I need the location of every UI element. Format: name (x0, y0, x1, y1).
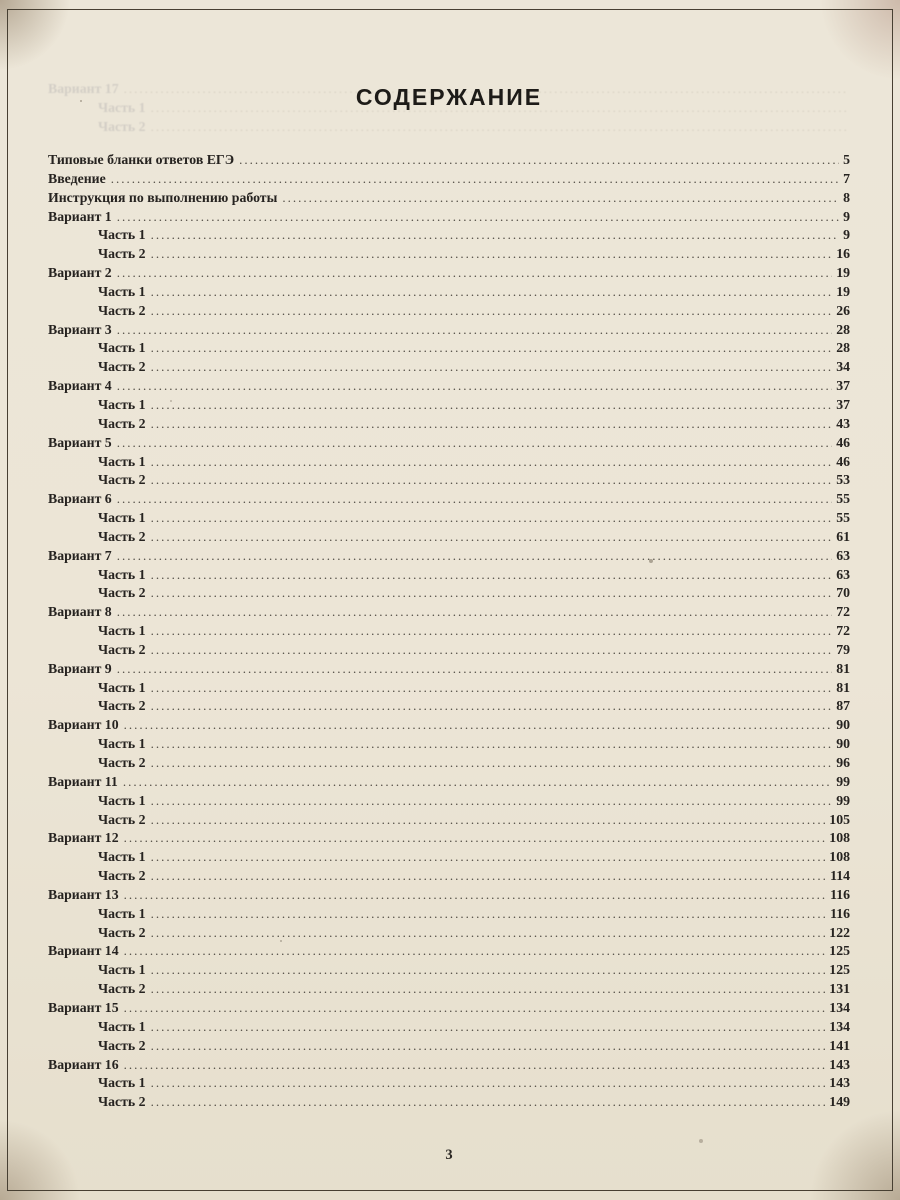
toc-entry-label: Вариант 11 (48, 773, 118, 789)
toc-entry-label: Часть 2 (98, 1037, 146, 1053)
dot-leader (111, 170, 839, 189)
toc-entry-page: 149 (829, 1094, 850, 1110)
dot-leader (151, 118, 846, 137)
dot-leader (124, 716, 833, 735)
toc-subentry (48, 1037, 850, 1056)
toc-entry (48, 942, 850, 961)
toc-entry-page: 34 (836, 359, 850, 375)
dot-leader (151, 566, 833, 585)
toc-entry-page: 53 (836, 472, 850, 488)
dot-leader (117, 547, 833, 566)
toc-entry-page: 122 (829, 924, 850, 940)
toc-entry-label: Часть 2 (98, 755, 146, 770)
dot-leader (117, 603, 833, 622)
toc-entry-label: Вариант 1 (48, 208, 112, 224)
toc-entry (48, 773, 850, 792)
toc-entry-page: 37 (836, 378, 850, 394)
toc-entry-label: Часть 2 (98, 924, 146, 940)
toc-entry-label: Вариант 12 (48, 830, 119, 846)
toc-entry-page: 143 (829, 1075, 850, 1091)
page-title: СОДЕРЖАНИЕ (355, 84, 543, 110)
dot-leader (151, 848, 826, 867)
toc-entry-label: Часть 1 (98, 1018, 146, 1034)
toc-entry (48, 377, 850, 396)
toc-entry-label: Вариант 16 (48, 1056, 119, 1072)
dot-leader (239, 151, 839, 170)
dot-leader (151, 509, 833, 528)
toc-entry-label: Часть 2 (98, 981, 146, 997)
dot-leader (151, 1018, 826, 1037)
toc-entry (48, 603, 850, 622)
toc-entry-label: Часть 1 (98, 792, 146, 808)
toc-entry-label: Часть 2 (98, 302, 146, 318)
toc-entry-label: Введение (48, 170, 106, 186)
toc-entry-page: 72 (836, 623, 850, 639)
toc-entry-page: 141 (829, 1037, 850, 1053)
toc-entry-page: 16 (836, 246, 850, 262)
dot-leader (151, 226, 840, 245)
dot-leader (151, 679, 833, 698)
dot-leader (151, 811, 826, 830)
toc-subentry (48, 811, 850, 830)
toc-entry-page: 87 (836, 698, 850, 714)
toc-entry (48, 829, 850, 848)
toc-entry-label: Часть 2 (98, 868, 146, 884)
toc-entry (48, 208, 850, 227)
toc-subentry (48, 453, 850, 472)
toc-entry-page: 61 (836, 528, 850, 544)
toc-entry-label: Часть 1 (98, 396, 146, 412)
toc-entry-page: 55 (836, 491, 850, 507)
toc-entry-page: 37 (836, 396, 850, 412)
toc-entry-page: 8 (843, 189, 850, 205)
toc-entry (48, 189, 850, 208)
toc-list (48, 151, 850, 1112)
toc-entry-label: Часть 2 (98, 118, 146, 134)
toc-entry-label: Часть 1 (98, 566, 146, 582)
toc-entry-label: Вариант 8 (48, 604, 112, 620)
toc-entry-label: Часть 2 (98, 1094, 146, 1110)
toc-entry (48, 321, 850, 340)
dot-leader (124, 999, 826, 1018)
dot-leader (151, 415, 833, 434)
toc-entry-page: 46 (836, 453, 850, 469)
toc-entry (48, 999, 850, 1018)
toc-entry-label: Часть 1 (98, 510, 146, 526)
toc-entry-label: Часть 1 (98, 453, 146, 469)
dot-leader (124, 942, 826, 961)
toc-entry-label: Часть 2 (98, 472, 146, 488)
toc-entry-label: Вариант 14 (48, 943, 119, 959)
toc-entry-label: Вариант 2 (48, 265, 112, 281)
toc-entry-page: 116 (830, 886, 850, 902)
toc-entry-label: Вариант 10 (48, 717, 119, 733)
toc-entry-page: 134 (829, 999, 850, 1015)
dot-leader (151, 980, 826, 999)
toc-subentry (48, 961, 850, 980)
toc-entry-page: 19 (836, 283, 850, 299)
toc-subentry (48, 867, 850, 886)
toc-entry-label: Часть 1 (98, 736, 146, 752)
toc-subentry (48, 245, 850, 264)
toc-entry-page: 43 (836, 415, 850, 431)
dot-leader (282, 189, 839, 208)
toc-entry-page: 116 (830, 905, 850, 921)
dot-leader (117, 377, 833, 396)
toc-subentry (48, 226, 850, 245)
bleedthrough-subentry (48, 118, 850, 137)
dot-leader (151, 961, 826, 980)
toc-entry-label: Часть 2 (98, 246, 146, 262)
dot-leader (117, 434, 833, 453)
toc-subentry (48, 735, 850, 754)
dot-leader (151, 622, 833, 641)
toc-entry-label: Часть 2 (98, 528, 146, 544)
toc-entry-page: 72 (836, 604, 850, 620)
toc-subentry (48, 302, 850, 321)
toc-subentry (48, 1093, 850, 1112)
toc-entry-label: Часть 1 (98, 99, 146, 115)
dot-leader (151, 1074, 826, 1093)
dot-leader (117, 264, 833, 283)
dot-leader (151, 905, 826, 924)
toc-subentry (48, 848, 850, 867)
toc-entry-page: 26 (836, 302, 850, 318)
toc-entry-page: 99 (836, 773, 850, 789)
toc-entry-label: Часть 1 (98, 962, 146, 978)
toc-entry-page: 79 (836, 641, 850, 657)
toc-entry-label: Вариант 15 (48, 999, 119, 1015)
toc-entry-page: 63 (836, 566, 850, 582)
toc-entry-page: 108 (829, 830, 850, 846)
toc-entry-page: 55 (836, 510, 850, 526)
dot-leader (151, 339, 833, 358)
dot-leader (151, 792, 833, 811)
toc-subentry (48, 697, 850, 716)
toc-subentry (48, 905, 850, 924)
toc-entry-label: Вариант 17 (48, 81, 119, 96)
dot-leader (117, 490, 833, 509)
toc-subentry (48, 754, 850, 773)
dot-leader (151, 453, 833, 472)
toc-entry-label: Типовые бланки ответов ЕГЭ (48, 152, 235, 167)
toc-entry-page: 143 (829, 1056, 850, 1072)
toc-entry-label: Вариант 9 (48, 660, 112, 676)
dot-leader (151, 245, 833, 264)
toc-subentry (48, 339, 850, 358)
toc-entry-page: 46 (836, 434, 850, 450)
toc-entry-page: 96 (836, 755, 850, 770)
toc-entry-label: Часть 2 (98, 359, 146, 375)
toc-entry-label: Часть 1 (98, 623, 146, 639)
dot-leader (117, 321, 833, 340)
toc-entry-page: 7 (843, 170, 850, 186)
dot-leader (151, 396, 833, 415)
dot-leader (151, 358, 833, 377)
toc-entry-page: 9 (843, 208, 850, 224)
toc-entry-label: Часть 2 (98, 698, 146, 714)
toc-entry-label: Часть 1 (98, 340, 146, 356)
dot-leader (151, 283, 833, 302)
toc-entry-label: Вариант 5 (48, 434, 112, 450)
page-content (48, 0, 850, 1200)
toc-entry-label: Часть 2 (98, 585, 146, 601)
toc-subentry (48, 509, 850, 528)
toc-entry-page: 105 (829, 811, 850, 827)
toc-subentry (48, 1074, 850, 1093)
toc-entry-label: Вариант 7 (48, 547, 112, 563)
toc-entry (48, 490, 850, 509)
toc-entry-page: 28 (836, 340, 850, 356)
dot-leader (151, 471, 833, 490)
dot-leader (151, 302, 833, 321)
toc-entry-page: 63 (836, 547, 850, 563)
toc-subentry (48, 641, 850, 660)
toc-subentry (48, 528, 850, 547)
toc-subentry (48, 924, 850, 943)
toc-subentry (48, 792, 850, 811)
toc-entry-page: 125 (829, 962, 850, 978)
toc-entry (48, 1056, 850, 1075)
toc-subentry (48, 471, 850, 490)
toc-entry-page: 114 (830, 868, 850, 884)
toc-subentry (48, 980, 850, 999)
dot-leader (151, 754, 833, 773)
toc-entry-label: Часть 1 (98, 283, 146, 299)
toc-subentry (48, 358, 850, 377)
toc-entry-label: Инструкция по выполнению работы (48, 189, 278, 205)
dot-leader (151, 735, 833, 754)
dot-leader (123, 773, 832, 792)
dot-leader (151, 641, 833, 660)
dot-leader (151, 924, 826, 943)
dot-leader (124, 1056, 826, 1075)
toc-entry-page: 134 (829, 1018, 850, 1034)
toc-entry-label: Часть 1 (98, 905, 146, 921)
toc-entry-label: Часть 1 (98, 227, 146, 243)
dot-leader (151, 697, 833, 716)
toc-entry-page: 9 (843, 227, 850, 243)
toc-entry-page: 131 (829, 981, 850, 997)
footer-page-number: 3 (445, 1147, 453, 1163)
toc-subentry (48, 566, 850, 585)
dot-leader (117, 208, 839, 227)
toc-entry-label: Вариант 4 (48, 378, 112, 394)
dot-leader (151, 1093, 826, 1112)
toc-entry (48, 434, 850, 453)
toc-entry-page: 108 (829, 849, 850, 865)
toc-entry (48, 716, 850, 735)
toc-entry (48, 660, 850, 679)
toc-subentry (48, 584, 850, 603)
toc-entry-page: 81 (836, 660, 850, 676)
toc-subentry (48, 1018, 850, 1037)
dot-leader (151, 528, 833, 547)
toc-entry-page: 99 (836, 792, 850, 808)
toc-entry-label: Часть 2 (98, 811, 146, 827)
toc-entry (48, 886, 850, 905)
dot-leader (151, 584, 833, 603)
dot-leader (124, 886, 826, 905)
dot-leader (124, 829, 826, 848)
toc-subentry (48, 622, 850, 641)
toc-entry-label: Вариант 13 (48, 886, 119, 902)
toc-entry-label: Часть 1 (98, 1075, 146, 1091)
dot-leader (151, 867, 826, 886)
toc-entry-page: 90 (836, 736, 850, 752)
toc-entry-page: 5 (843, 152, 850, 167)
toc-entry (48, 547, 850, 566)
toc-subentry (48, 415, 850, 434)
toc-entry (48, 170, 850, 189)
toc-entry-label: Часть 1 (98, 849, 146, 865)
toc-subentry (48, 283, 850, 302)
toc-entry-page: 125 (829, 943, 850, 959)
toc-entry-label: Часть 2 (98, 641, 146, 657)
toc-entry-label: Вариант 6 (48, 491, 112, 507)
toc-entry-label: Часть 2 (98, 415, 146, 431)
toc-entry-page: 81 (836, 679, 850, 695)
dot-leader (151, 1037, 826, 1056)
toc-subentry (48, 396, 850, 415)
toc-entry-page: 19 (836, 265, 850, 281)
toc-entry-label: Часть 1 (98, 679, 146, 695)
toc-entry (48, 264, 850, 283)
toc-entry-page: 28 (836, 321, 850, 337)
toc-entry-page: 70 (836, 585, 850, 601)
toc-entry-label: Вариант 3 (48, 321, 112, 337)
toc-entry-page: 90 (836, 717, 850, 733)
toc-entry (48, 151, 850, 170)
toc-subentry (48, 679, 850, 698)
dot-leader (117, 660, 833, 679)
